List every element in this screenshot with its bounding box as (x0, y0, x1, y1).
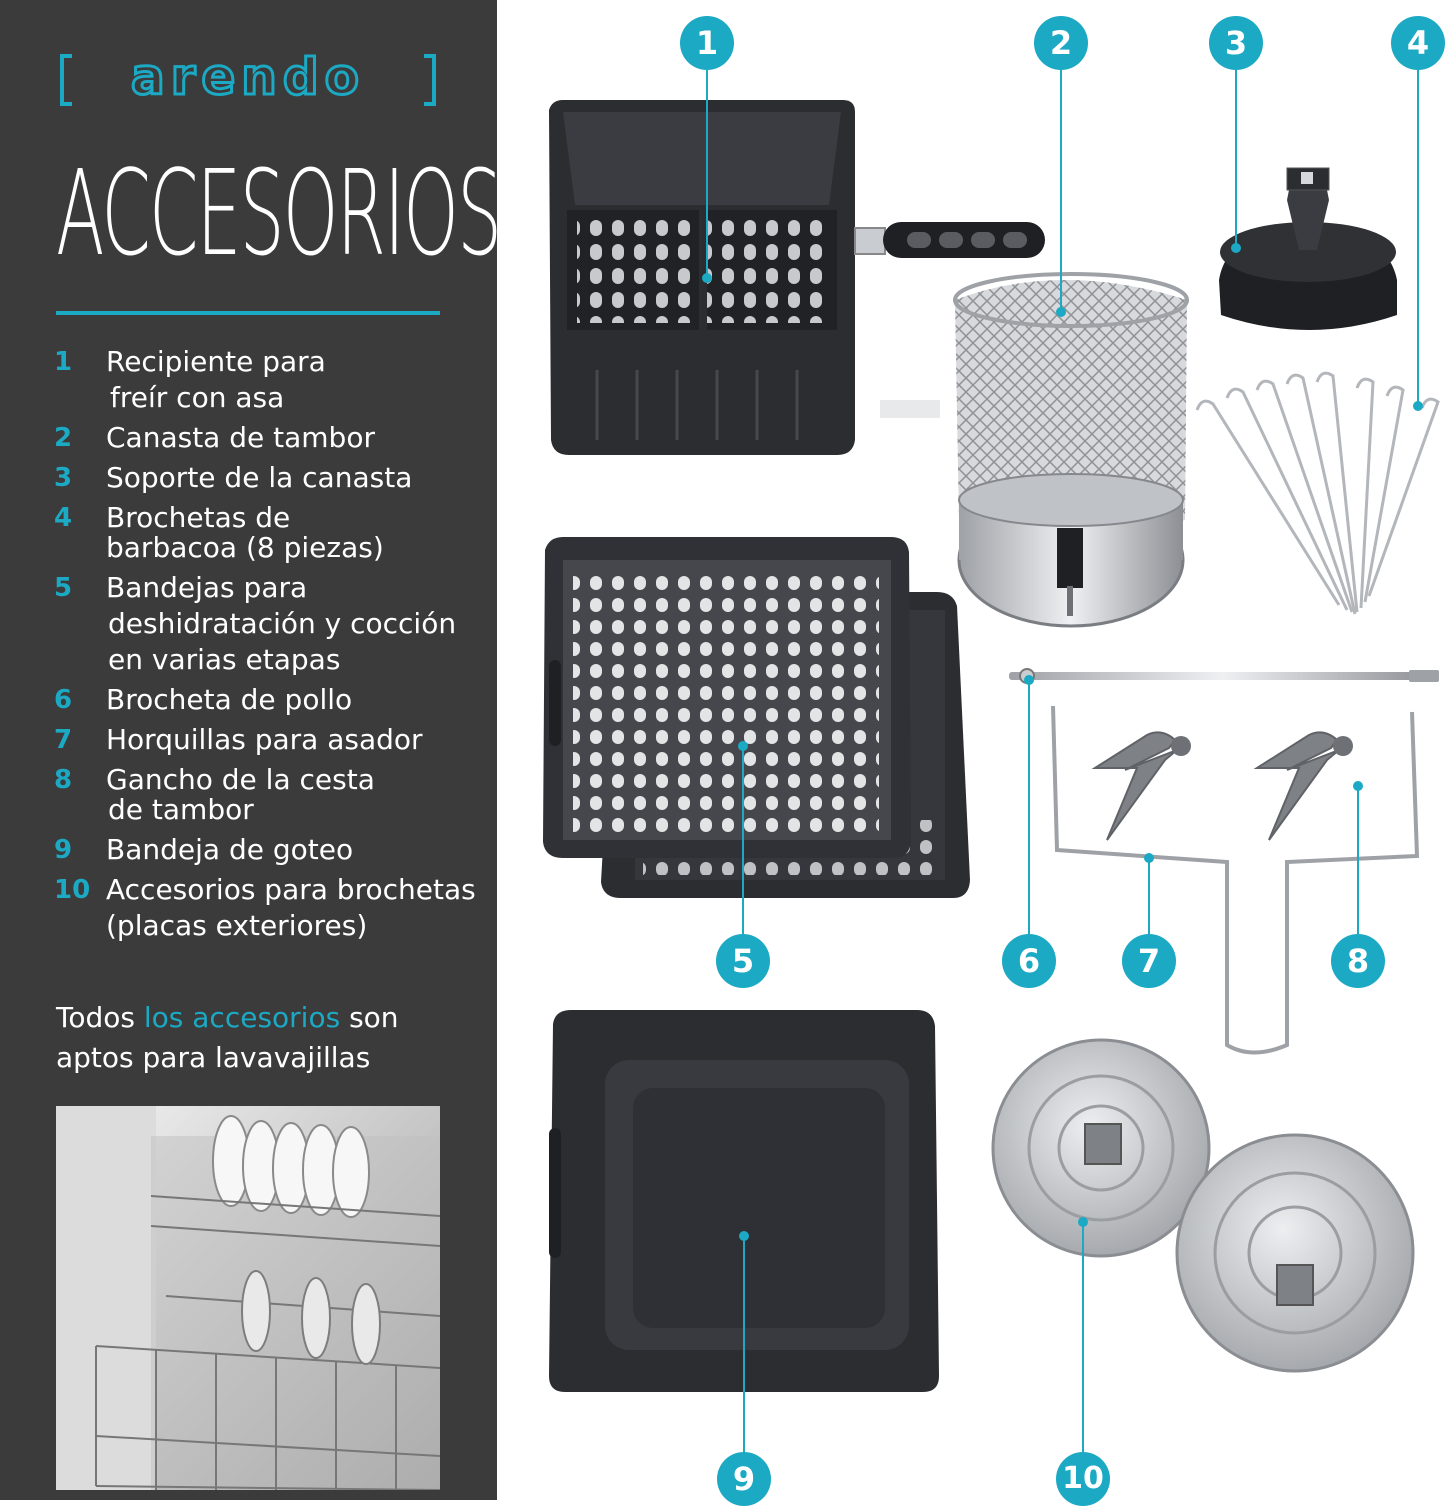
legend-item (54, 344, 494, 416)
legend-number: 8 (54, 765, 73, 795)
legend-label: Horquillas para asador (106, 723, 423, 756)
legend-item (54, 682, 494, 718)
basket-holder-icon (1219, 168, 1397, 330)
chicken-spit-icon (1009, 669, 1439, 683)
legend-label: Brochetas de (106, 501, 291, 534)
legend-label-line2: (placas exteriores) (106, 909, 368, 942)
legend-label: Soporte de la canasta (106, 461, 413, 494)
dishwasher-note (56, 998, 476, 1078)
legend-item (54, 420, 494, 456)
legend-label: Brocheta de pollo (106, 683, 353, 716)
legend-number: 7 (54, 725, 73, 755)
note-text-end: son (340, 1001, 399, 1034)
legend-label-line2: deshidratación y cocción (108, 607, 457, 640)
skewer-plates-icon (993, 1040, 1413, 1371)
legend-item (54, 460, 494, 496)
legend-label: Gancho de la cesta (106, 763, 375, 796)
drum-hook-icon (1053, 706, 1417, 1053)
legend-label: Bandeja de goteo (106, 833, 354, 866)
legend-label-line3: en varias etapas (108, 643, 341, 676)
legend-number: 10 (54, 875, 91, 905)
dishwasher-photo (56, 1106, 440, 1490)
arendo-logo-icon (58, 50, 438, 110)
marker-10: 10 (1056, 1452, 1110, 1506)
accessories-illustration (497, 0, 1453, 1500)
rotisserie-basket-icon (880, 274, 1187, 626)
rotisserie-forks-icon (1095, 732, 1353, 840)
marker-3: 3 (1209, 16, 1263, 70)
marker-9: 9 (717, 1452, 771, 1506)
title-divider (56, 311, 440, 315)
perforated-trays-icon (543, 537, 970, 898)
legend-label: Recipiente para (106, 345, 326, 378)
legend-number: 3 (54, 463, 73, 493)
accessory-legend (54, 344, 494, 948)
brand-logo (58, 50, 438, 110)
legend-label: Bandejas para (106, 571, 308, 604)
marker-7: 7 (1122, 934, 1176, 988)
note-text: Todos (56, 1001, 144, 1034)
legend-item (54, 570, 494, 678)
page-title: ACCESORIOS (56, 144, 501, 282)
legend-label-line2: de tambor (108, 793, 254, 826)
dishwasher-rack-icon (56, 1106, 440, 1490)
legend-item (54, 762, 494, 828)
note-highlight: los accesorios (143, 1001, 341, 1034)
marker-1: 1 (680, 16, 734, 70)
product-panel (497, 0, 1453, 1500)
marker-5: 5 (716, 934, 770, 988)
legend-label-line2: barbacoa (8 piezas) (106, 531, 384, 564)
legend-item (54, 832, 494, 868)
legend-number: 1 (54, 347, 73, 377)
legend-number: 9 (54, 835, 73, 865)
marker-4: 4 (1391, 16, 1445, 70)
legend-label-line2: freír con asa (110, 381, 285, 414)
legend-label: Accesorios para brochetas (106, 873, 476, 906)
bbq-skewers-icon (1197, 373, 1438, 614)
info-sidebar (0, 0, 501, 1500)
legend-number: 6 (54, 685, 73, 715)
marker-6: 6 (1002, 934, 1056, 988)
legend-item (54, 872, 494, 944)
marker-2: 2 (1034, 16, 1088, 70)
legend-number: 2 (54, 423, 73, 453)
marker-8: 8 (1331, 934, 1385, 988)
legend-number: 4 (54, 503, 73, 533)
legend-number: 5 (54, 573, 73, 603)
legend-item (54, 500, 494, 566)
legend-label: Canasta de tambor (106, 421, 375, 454)
legend-item (54, 722, 494, 758)
logo-text: arendo (130, 50, 366, 106)
note-line2: aptos para lavavajillas (56, 1041, 371, 1074)
